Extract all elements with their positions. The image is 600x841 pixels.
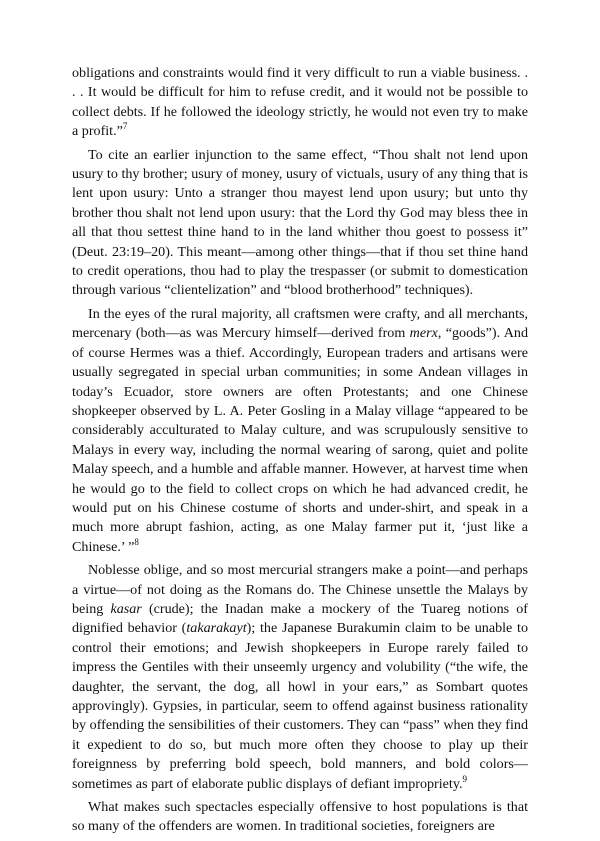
paragraph-3-italic-merx: merx (409, 325, 438, 342)
paragraph-1-text: obligations and constraints would find it very difficult to run a viable business. . . . It would be difficult for him to refuse credit, and it would not be possible to collect debts. If he followed the ideology strictly, he would not even try to make a profit.” (72, 65, 528, 140)
paragraph-4-text-c: ); the Japanese Burakumin claim to be unable to control their emotions; and Jewish shopkeepers in Europe rarely failed to impress the Gentiles with their unseemly urgency and volubility (“the wife, the daughter, the servant, the dog, all howl in your ears,” as Sombart quotes approvingly). Gypsies, in particular, seem to offend against business rationality by offending the sensibilities of their customers. They can “pass” when they find it expedient to do so, but much more often they choose to play up their foreignness by preferring bold speech, bold manners, and bold colors—sometimes as part of elaborate public displays of defiant impropriety. (72, 620, 528, 792)
paragraph-4 (72, 561, 528, 794)
paragraph-4-text-a: Noblesse oblige, and so most mercurial strangers make a point—and perhaps a virtue—of not doing as the Romans do. The Chinese unsettle the Malays by being (72, 562, 528, 617)
paragraph-3-text-b: , “goods”). And of course Hermes was a thief. Accordingly, European traders and artisans were usually segregated in special urban communities; in some Andean villages in today’s Ecuador, store owners are often Protestants; and one Chinese shopkeeper observed by L. A. Peter Gosling in a Malay village “appeared to be considerably acculturated to Malay culture, and was scrupulously sensitive to Malays in every way, including the normal wearing of sarong, quiet and polite Malay speech, and a humble and affable manner. However, at harvest time when he would go to the field to collect crops on which he had advanced credit, he would put on his Chinese costume of shorts and under-shirt, and speak in a much more abrupt fashion, acting, as one Malay farmer put it, ‘just like a Chinese.’ ” (72, 325, 528, 555)
paragraph-5 (72, 798, 528, 837)
footnote-ref-7[interactable]: 7 (122, 121, 128, 132)
paragraph-3 (72, 305, 528, 557)
paragraph-2-text: To cite an earlier injunction to the same effect, “Thou shalt not lend upon usury to thy brother; usury of money, usury of victuals, usury of any thing that is lent upon usury: Unto a stranger thou mayest lend upon usury; but unto thy brother thou shalt not lend upon usury: that the Lord thy God may bless thee in all that thou settest thine hand to in the land whither thou goest to possess it” (Deut. 23:19–20). This meant—among other things—that if thou set thine hand to credit operations, thou had to play the trespasser (or submit to domestication through various “clientelization” and “blood brotherhood” techniques). (72, 146, 528, 299)
paragraph-4-italic-kasar: kasar (110, 600, 142, 617)
book-page (72, 64, 528, 841)
paragraph-2 (72, 146, 528, 301)
paragraph-1 (72, 64, 528, 142)
paragraph-4-italic-takarakayt: takarakayt (186, 620, 247, 637)
footnote-ref-9[interactable]: 9 (462, 773, 467, 784)
paragraph-5-text: What makes such spectacles especially offensive to host populations is that so many of the offenders are women. In traditional societies, foreigners are (72, 799, 528, 835)
paragraph-4-text-b: (crude); the Inadan make a mockery of the Tuareg notions of dignified behavior ( (72, 600, 528, 637)
paragraph-3-text-a: In the eyes of the rural majority, all craftsmen were crafty, and all merchants, mercenary (both—as was Mercury himself—derived from (72, 305, 528, 342)
footnote-ref-8[interactable]: 8 (134, 536, 139, 547)
